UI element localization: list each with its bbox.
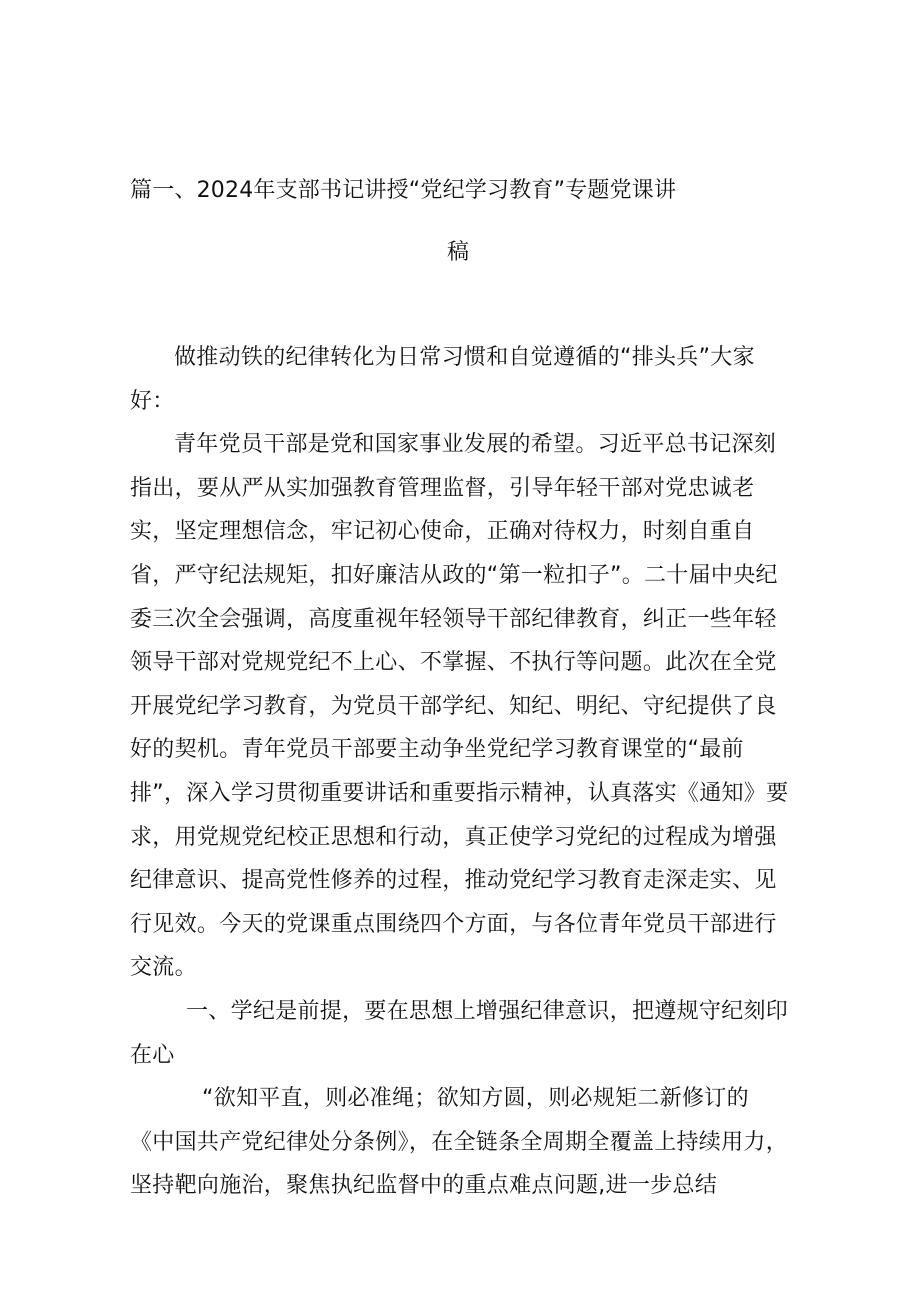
section-heading: 一、学纪是前提，要在思想上增强纪律意识，把遵规守纪刻印在心 — [130, 998, 789, 1068]
document-body — [130, 336, 790, 1208]
paragraph: “欲知平直，则必准绳；欲知方圆，则必规矩二新修订的《中国共产党纪律处分条例》，在全链条全周期全覆盖上持续用力，坚持靶向施治，聚焦执纪监督中的重点难点问题,进一步总结 — [130, 1086, 789, 1199]
document-title-line-2: 稿 — [447, 240, 470, 265]
document-subtitle: 做推动铁的纪律转化为日常习惯和自觉遵循的“排头兵”大家好： — [130, 345, 755, 414]
paragraph: 青年党员干部是党和国家事业发展的希望。习近平总书记深刻指出，要从严从实加强教育管理监督，引导年轻干部对党忠诚老实，坚定理想信念，牢记初心使命，正确对待权力，时刻自重自省，严守纪法规矩，扣好廉洁从政的“第一粒扣子”。二十届中央纪委三次全会强调，高度重视年轻领导干部纪律教育，纠正一些年轻领导干部对党规党纪不上心、不掌握、不执行等问题。此次在全党开展党纪学习教育，为党员干部学纪、知纪、明纪、守纪提供了良好的契机。青年党员干部要主动争坐党纪学习教育课堂的“最前排”，深入学习贯彻重要讲话和重要指示精神，认真落实《通知》要求，用党规党纪校正思想和行动，真正使学习党纪的过程成为增强纪律意识、提高党性修养的过程，推动党纪学习教育走深走实、见行见效。今天的党课重点围绕四个方面，与各位青年党员干部进行交流。 — [130, 432, 789, 981]
document-title-line-1: 篇一、2024年支部书记讲授“党纪学习教育”专题党课讲 — [130, 178, 677, 203]
